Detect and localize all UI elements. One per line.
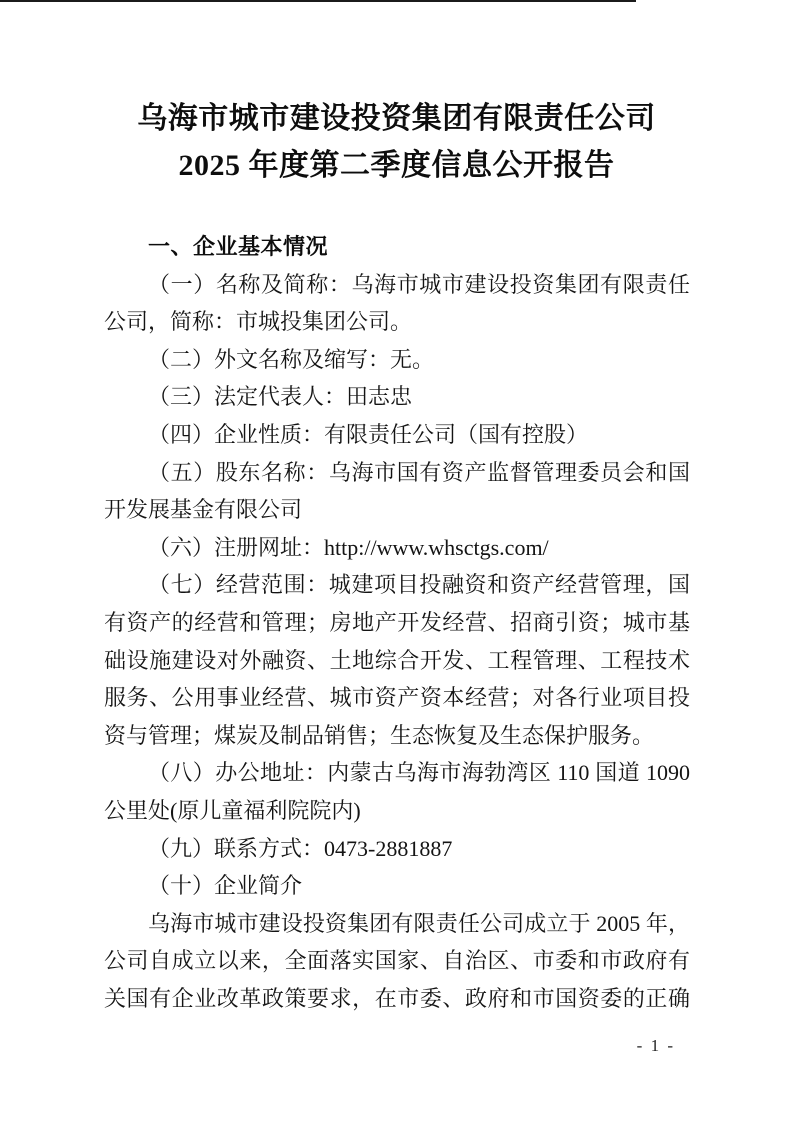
text-line: （三）法定代表人：田志忠 — [148, 384, 413, 410]
text-line: （十）企业简介 — [148, 873, 303, 899]
text-line: 资与管理；煤炭及制品销售；生态恢复及生态保护服务。 — [104, 722, 655, 748]
text-line: 公司，简称：市城投集团公司。 — [104, 309, 413, 335]
text-line: 础设施建设对外融资、土地综合开发、工程管理、工程技术 — [104, 647, 690, 673]
text-line: （二）外文名称及缩写：无。 — [148, 346, 435, 372]
text-line: （四）企业性质：有限责任公司（国有控股） — [148, 421, 589, 447]
page-number: - 1 - — [636, 1036, 675, 1055]
text-line: 公司自成立以来，全面落实国家、自治区、市委和市政府有 — [104, 948, 690, 974]
text-line: 公里处(原儿童福利院院内) — [104, 797, 361, 823]
document-title-line-2: 2025 年度第二季度信息公开报告 — [178, 149, 615, 182]
document-body — [104, 228, 690, 1017]
text-line: （六）注册网址：http://www.whsctgs.com/ — [148, 534, 549, 560]
text-line: （五）股东名称：乌海市国有资产监督管理委员会和国 — [148, 459, 690, 485]
text-line: 服务、公用事业经营、城市资产资本经营；对各行业项目投 — [104, 685, 690, 711]
text-line: 开发展基金有限公司 — [104, 497, 303, 523]
text-line: （九）联系方式：0473-2881887 — [148, 835, 453, 861]
text-line: （一）名称及简称：乌海市城市建设投资集团有限责任 — [148, 271, 690, 297]
text-line: 有资产的经营和管理；房地产开发经营、招商引资；城市基 — [104, 609, 690, 635]
text-line: 关国有企业改革政策要求，在市委、政府和市国资委的正确 — [104, 985, 690, 1011]
text-line: 乌海市城市建设投资集团有限责任公司成立于 2005 年， — [148, 910, 690, 936]
text-line: （七）经营范围：城建项目投融资和资产经营管理，国 — [148, 572, 690, 598]
section-heading: 一、企业基本情况 — [148, 234, 329, 259]
scan-artifact-line — [0, 0, 636, 2]
text-line: （八）办公地址：内蒙古乌海市海勃湾区 110 国道 1090 — [148, 760, 690, 786]
document-title — [0, 0, 793, 189]
document-title-line-1: 乌海市城市建设投资集团有限责任公司 — [137, 102, 656, 135]
